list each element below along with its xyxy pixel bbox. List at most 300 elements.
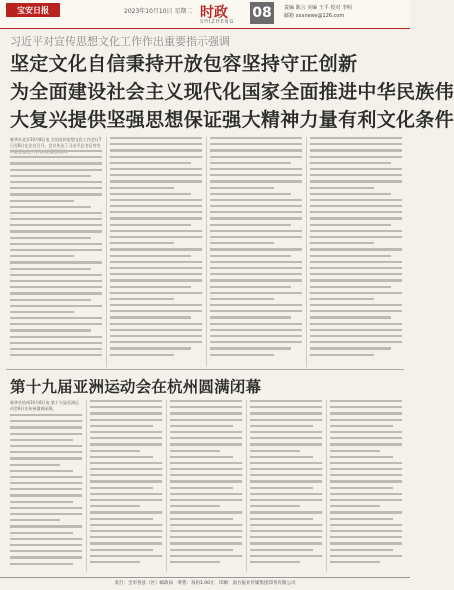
text-line <box>110 156 202 158</box>
text-line <box>10 162 102 164</box>
text-line <box>110 174 202 176</box>
text-line <box>170 468 242 470</box>
text-line <box>310 211 402 213</box>
text-line <box>170 431 242 433</box>
text-line <box>330 450 380 452</box>
column-divider <box>86 400 87 572</box>
column-divider <box>206 137 207 367</box>
text-line <box>210 149 302 151</box>
text-line <box>110 180 202 182</box>
text-line <box>310 193 391 195</box>
text-line <box>250 462 322 464</box>
text-line <box>210 248 302 250</box>
editor-info <box>284 4 352 20</box>
text-line <box>10 550 82 552</box>
text-line <box>10 317 102 319</box>
text-line <box>310 341 402 343</box>
text-line <box>330 542 402 544</box>
text-line <box>250 431 322 433</box>
text-line <box>210 156 302 158</box>
text-line <box>10 445 82 447</box>
text-line <box>10 507 82 509</box>
text-line <box>250 419 322 421</box>
text-line <box>170 561 220 563</box>
text-line <box>10 212 102 214</box>
text-line <box>110 286 191 288</box>
text-line <box>110 230 202 232</box>
text-line <box>210 211 302 213</box>
text-line <box>310 354 374 356</box>
text-line <box>330 437 402 439</box>
text-line <box>250 437 322 439</box>
text-line <box>90 437 162 439</box>
text-line <box>170 443 242 445</box>
text-line <box>310 255 391 257</box>
text-line <box>310 174 402 176</box>
masthead <box>0 0 410 29</box>
text-line <box>250 549 313 551</box>
article-column-2 <box>110 137 202 365</box>
text-line <box>330 474 402 476</box>
text-line <box>250 530 322 532</box>
text-line <box>10 261 102 263</box>
text-line <box>210 261 302 263</box>
text-line <box>110 162 191 164</box>
text-line <box>90 400 162 402</box>
text-line <box>250 542 322 544</box>
text-line <box>10 305 102 307</box>
text-line <box>170 549 233 551</box>
text-line <box>330 456 393 458</box>
text-line <box>310 224 391 226</box>
text-line <box>330 406 402 408</box>
text-line <box>310 304 402 306</box>
text-line <box>170 555 242 557</box>
text-line <box>330 480 402 482</box>
text-line <box>310 347 391 349</box>
text-line <box>10 433 82 435</box>
text-line <box>210 354 274 356</box>
text-line <box>110 149 202 151</box>
text-line <box>250 555 322 557</box>
text-line <box>330 412 402 414</box>
text-line <box>170 462 242 464</box>
text-line <box>110 224 191 226</box>
second-column-3 <box>170 400 242 572</box>
text-line <box>330 487 393 489</box>
text-line <box>250 468 322 470</box>
text-line <box>10 563 73 565</box>
text-line <box>90 555 162 557</box>
text-line <box>10 519 60 521</box>
text-line <box>210 224 291 226</box>
second-article-lead: 新华社杭州10月8日电 第十九届亚洲运动会8日在杭州圆满闭幕。 <box>10 400 79 412</box>
text-line <box>250 524 322 526</box>
article-column-1 <box>10 150 102 365</box>
text-line <box>110 261 202 263</box>
text-line <box>250 400 322 402</box>
text-line <box>110 168 202 170</box>
text-line <box>110 255 191 257</box>
text-line <box>90 456 153 458</box>
text-line <box>330 555 402 557</box>
text-line <box>210 298 274 300</box>
text-line <box>210 323 302 325</box>
text-line <box>210 279 302 281</box>
column-divider <box>166 400 167 572</box>
text-line <box>110 248 202 250</box>
text-line <box>90 549 153 551</box>
text-line <box>210 180 302 182</box>
text-line <box>310 329 402 331</box>
text-line <box>90 425 153 427</box>
text-line <box>170 530 242 532</box>
text-line <box>10 342 102 344</box>
text-line <box>110 298 174 300</box>
text-line <box>10 292 102 294</box>
text-line <box>170 419 242 421</box>
text-line <box>10 150 102 152</box>
text-line <box>250 412 322 414</box>
text-line <box>170 425 233 427</box>
text-line <box>170 487 233 489</box>
text-line <box>170 505 220 507</box>
second-column-2 <box>90 400 162 572</box>
text-line <box>110 316 191 318</box>
second-column-5 <box>330 400 402 572</box>
column-divider <box>306 137 307 367</box>
text-line <box>90 474 162 476</box>
text-line <box>250 511 322 513</box>
text-line <box>10 230 102 232</box>
text-line <box>110 347 191 349</box>
text-line <box>110 187 174 189</box>
text-line <box>310 335 402 337</box>
text-line <box>310 205 402 207</box>
section-title-en: SHIZHENG <box>200 19 235 25</box>
text-line <box>250 406 322 408</box>
text-line <box>10 501 73 503</box>
text-line <box>330 524 402 526</box>
text-line <box>90 530 162 532</box>
editor-line: 责编 陈言 美编 王平 校对 李明 <box>284 5 352 11</box>
text-line <box>90 412 162 414</box>
section-title: 时政 <box>200 5 228 21</box>
text-line <box>330 425 393 427</box>
text-line <box>310 143 402 145</box>
text-line <box>10 354 102 356</box>
text-line <box>210 255 291 257</box>
text-line <box>10 336 102 338</box>
text-line <box>310 236 402 238</box>
second-column-1 <box>10 414 82 572</box>
text-line <box>210 292 302 294</box>
text-line <box>90 480 162 482</box>
text-line <box>330 419 402 421</box>
text-line <box>250 474 322 476</box>
article-column-4 <box>310 137 402 365</box>
text-line <box>10 420 82 422</box>
text-line <box>310 279 402 281</box>
text-line <box>110 217 202 219</box>
text-line <box>210 286 291 288</box>
text-line <box>10 249 102 251</box>
text-line <box>250 518 313 520</box>
text-line <box>10 218 102 220</box>
text-line <box>210 267 302 269</box>
text-line <box>90 468 162 470</box>
text-line <box>310 323 402 325</box>
text-line <box>310 149 402 151</box>
text-line <box>170 511 242 513</box>
text-line <box>330 511 402 513</box>
text-line <box>310 298 374 300</box>
text-line <box>310 267 402 269</box>
text-line <box>110 267 202 269</box>
text-line <box>10 156 102 158</box>
text-line <box>10 187 102 189</box>
text-line <box>10 224 102 226</box>
text-line <box>330 518 393 520</box>
second-column-4 <box>250 400 322 572</box>
text-line <box>90 450 140 452</box>
text-line <box>90 462 162 464</box>
text-line <box>10 311 74 313</box>
text-line <box>10 329 91 331</box>
text-line <box>10 268 91 270</box>
text-line <box>310 162 391 164</box>
text-line <box>10 525 82 527</box>
text-line <box>10 470 73 472</box>
text-line <box>10 426 82 428</box>
article-lead: 新华社北京10月8日电 全国宣传思想文化工作会议7日至8日在北京召开。会议传达了习近平总书记对宣 <box>10 137 102 149</box>
text-line <box>170 456 233 458</box>
text-line <box>170 450 220 452</box>
text-line <box>330 561 380 563</box>
text-line <box>310 248 402 250</box>
text-line <box>90 561 140 563</box>
text-line <box>250 505 300 507</box>
text-line <box>210 137 302 139</box>
text-line <box>170 400 242 402</box>
text-line <box>330 431 402 433</box>
column-divider <box>326 400 327 572</box>
text-line <box>330 443 402 445</box>
text-line <box>10 482 82 484</box>
text-line <box>110 193 191 195</box>
text-line <box>310 230 402 232</box>
text-line <box>210 329 302 331</box>
text-line <box>330 505 380 507</box>
text-line <box>10 274 102 276</box>
issue-date: 2023年10月10日 星期二 <box>124 8 193 15</box>
text-line <box>90 499 162 501</box>
text-line <box>250 536 322 538</box>
text-line <box>110 205 202 207</box>
text-line <box>310 261 402 263</box>
text-line <box>310 273 402 275</box>
text-line <box>330 468 402 470</box>
text-line <box>250 443 322 445</box>
section-divider <box>6 369 404 370</box>
text-line <box>10 169 102 171</box>
text-line <box>210 143 302 145</box>
text-line <box>10 439 73 441</box>
text-line <box>10 494 82 496</box>
text-line <box>10 181 102 183</box>
text-line <box>110 143 202 145</box>
text-line <box>310 156 402 158</box>
text-line <box>210 205 302 207</box>
text-line <box>10 513 82 515</box>
text-line <box>10 414 82 416</box>
text-line <box>10 323 102 325</box>
text-line <box>210 187 274 189</box>
headline-line-3: 大复兴提供坚强思想保证强大精神力量有利文化条件 <box>10 109 454 131</box>
text-line <box>210 310 302 312</box>
text-line <box>210 199 302 201</box>
text-line <box>110 236 202 238</box>
text-line <box>10 280 102 282</box>
text-line <box>90 524 162 526</box>
text-line <box>10 255 74 257</box>
text-line <box>90 419 162 421</box>
text-line <box>310 217 402 219</box>
text-line <box>10 488 82 490</box>
text-line <box>110 304 202 306</box>
text-line <box>170 412 242 414</box>
text-line <box>210 347 291 349</box>
second-headline: 第十九届亚洲运动会在杭州圆满闭幕 <box>10 377 262 396</box>
text-line <box>310 180 402 182</box>
text-line <box>90 493 162 495</box>
text-line <box>110 323 202 325</box>
text-line <box>90 431 162 433</box>
text-line <box>210 230 302 232</box>
text-line <box>170 480 242 482</box>
text-line <box>250 499 322 501</box>
text-line <box>10 538 82 540</box>
newspaper-logo: 宝安日报 <box>6 3 60 17</box>
text-line <box>310 137 402 139</box>
page-number: 08 <box>250 2 274 24</box>
text-line <box>110 211 202 213</box>
text-line <box>210 174 302 176</box>
text-line <box>110 199 202 201</box>
text-line <box>110 292 202 294</box>
text-line <box>330 493 402 495</box>
text-line <box>10 457 82 459</box>
text-line <box>10 237 91 239</box>
text-line <box>210 304 302 306</box>
text-line <box>90 487 153 489</box>
text-line <box>330 462 402 464</box>
text-line <box>170 474 242 476</box>
page-footer: 发行：全市各县（区）邮政局 零售：每份1.00元 印刷：南方报业传媒集团印务有限公司 <box>0 577 410 590</box>
text-line <box>310 168 402 170</box>
text-line <box>170 493 242 495</box>
text-line <box>90 536 162 538</box>
headline-line-1: 坚定文化自信秉持开放包容坚持守正创新 <box>10 53 358 75</box>
text-line <box>170 536 242 538</box>
text-line <box>10 544 82 546</box>
text-line <box>310 187 374 189</box>
text-line <box>170 542 242 544</box>
text-line <box>110 242 174 244</box>
text-line <box>210 273 302 275</box>
text-line <box>90 511 162 513</box>
text-line <box>170 406 242 408</box>
text-line <box>10 556 82 558</box>
text-line <box>10 532 73 534</box>
text-line <box>310 286 391 288</box>
text-line <box>170 499 242 501</box>
text-line <box>210 168 302 170</box>
column-divider <box>246 400 247 572</box>
text-line <box>110 273 202 275</box>
article-kicker: 习近平对宣传思想文化工作作出重要指示强调 <box>10 35 230 48</box>
text-line <box>210 316 291 318</box>
text-line <box>330 499 402 501</box>
text-line <box>10 451 82 453</box>
text-line <box>310 242 374 244</box>
article-column-3 <box>210 137 302 365</box>
text-line <box>110 137 202 139</box>
text-line <box>210 217 302 219</box>
text-line <box>310 310 402 312</box>
text-line <box>330 549 393 551</box>
text-line <box>170 437 242 439</box>
text-line <box>110 329 202 331</box>
text-line <box>210 335 302 337</box>
text-line <box>90 406 162 408</box>
text-line <box>210 242 274 244</box>
text-line <box>210 193 291 195</box>
column-divider <box>106 137 107 367</box>
text-line <box>110 341 202 343</box>
headline-line-2: 为全面建设社会主义现代化国家全面推进中华民族伟 <box>10 81 454 103</box>
text-line <box>110 279 202 281</box>
text-line <box>90 542 162 544</box>
text-line <box>90 518 153 520</box>
text-line <box>330 530 402 532</box>
text-line <box>210 341 302 343</box>
text-line <box>10 286 102 288</box>
text-line <box>330 536 402 538</box>
text-line <box>310 292 402 294</box>
text-line <box>10 175 91 177</box>
text-line <box>310 199 402 201</box>
text-line <box>10 348 102 350</box>
text-line <box>110 335 202 337</box>
text-line <box>110 354 174 356</box>
text-line <box>250 450 300 452</box>
text-line <box>250 561 300 563</box>
text-line <box>90 443 162 445</box>
text-line <box>10 464 60 466</box>
text-line <box>250 456 313 458</box>
text-line <box>210 162 291 164</box>
text-line <box>210 236 302 238</box>
text-line <box>310 316 391 318</box>
text-line <box>250 480 322 482</box>
text-line <box>330 400 402 402</box>
text-line <box>10 193 102 195</box>
text-line <box>250 425 313 427</box>
text-line <box>170 518 233 520</box>
email-line: 邮箱 xxxnews@126.com <box>284 13 345 19</box>
text-line <box>250 487 313 489</box>
